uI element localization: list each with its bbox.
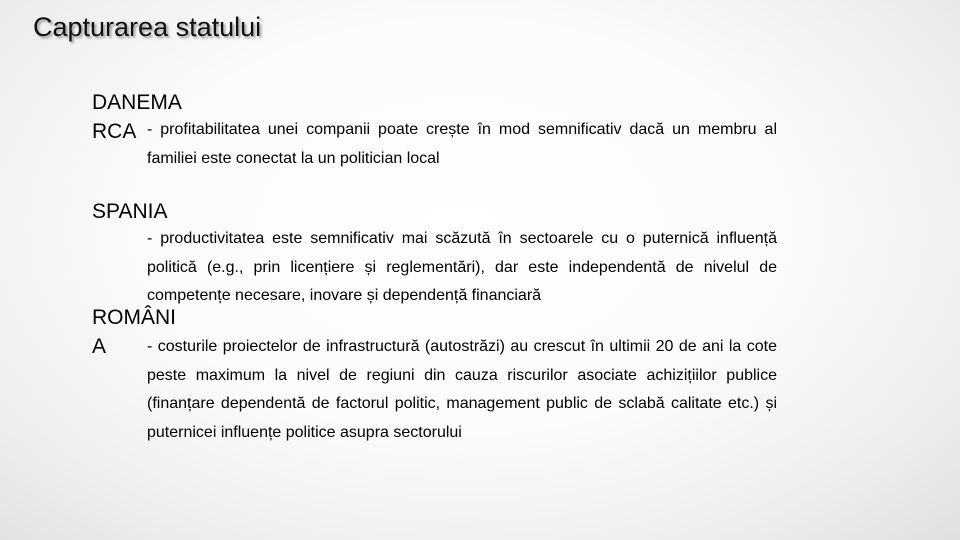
country-label-denmark-line-1: DANEMA <box>92 91 182 114</box>
slide-title: Capturarea statului <box>33 12 262 42</box>
country-label-romania-line-2: A <box>92 335 107 358</box>
country-label-spain: SPANIA <box>92 200 168 223</box>
paragraph-romania: - costurile proiectelor de infrastructură (autostrăzi) au crescut în ultimii 20 de ani la cote peste maximum la nivel de regiuni din cauza riscurilor asociate achizițiilor publice (finanțare dependentă de factorul politic, management public de sclabă calitate etc.) și puternicei influențe politice asupra sectorului <box>147 338 777 441</box>
country-label-romania-line-1: ROMÂNI <box>92 306 176 329</box>
country-label-denmark-line-2: RCA <box>92 120 137 143</box>
paragraph-spain: - productivitatea este semnificativ mai scăzută în sectoarele cu o puternică influență politică (e.g., prin licențiere și reglementări), dar este independentă de nivelul de competențe necesare, inovare și dependență financiară <box>147 230 777 304</box>
paragraph-denmark: - profitabilitatea unei companii poate crește în mod semnificativ dacă un membru al familiei este conectat la un politician local <box>147 121 777 167</box>
